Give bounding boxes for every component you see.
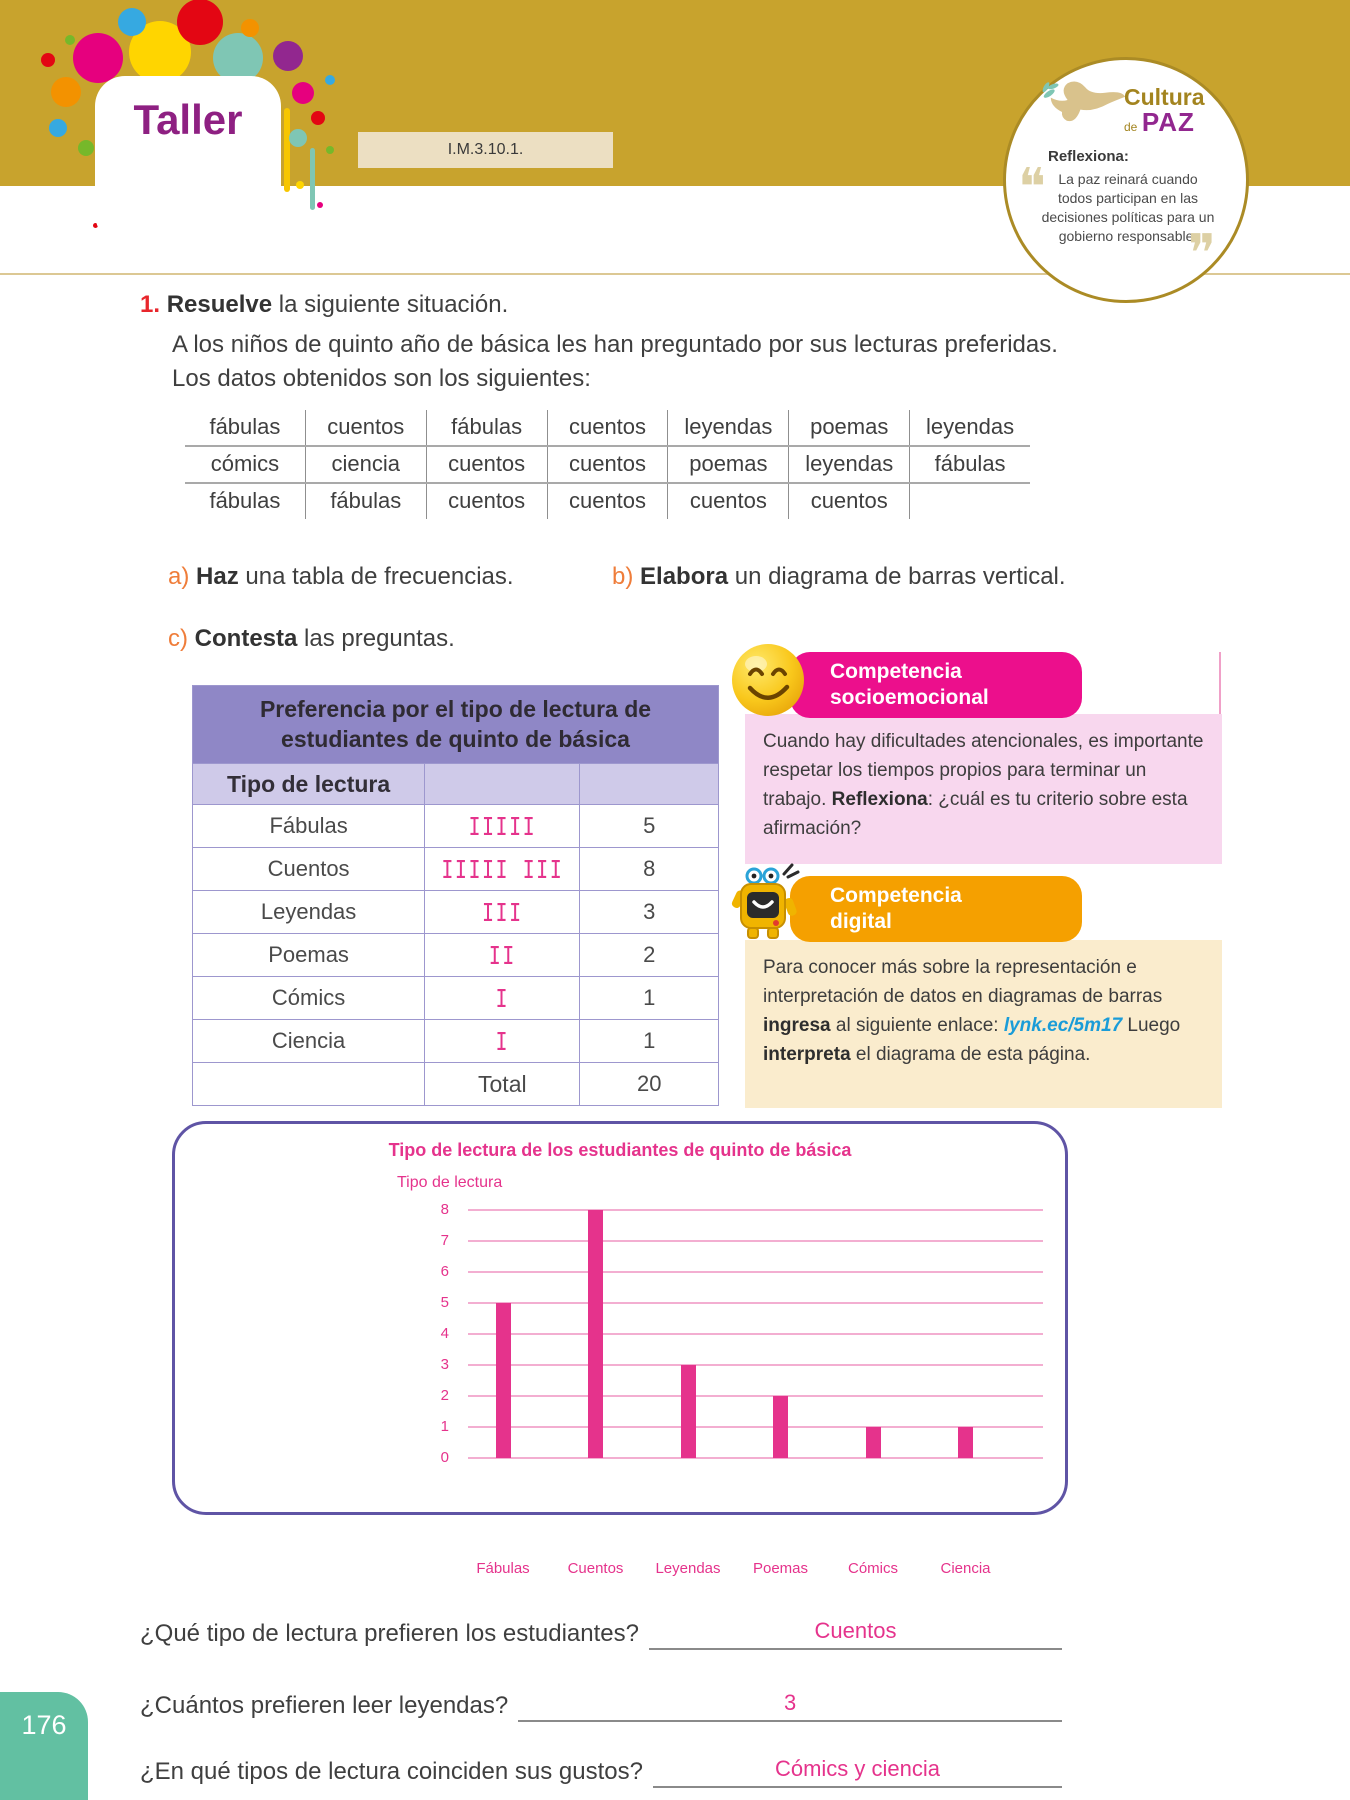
- frequency-count-cell: 1: [579, 1019, 718, 1062]
- lecture-type-cell: Cómics: [193, 976, 424, 1019]
- frequency-table-col2-header: [424, 763, 579, 804]
- paragraph-line-2: Los datos obtenidos son los siguientes:: [172, 365, 591, 392]
- total-value: 20: [579, 1062, 718, 1105]
- question-1-text: ¿Qué tipo de lectura prefieren los estudiantes?: [140, 1620, 639, 1647]
- survey-table-cell: ciencia: [306, 447, 427, 482]
- frequency-table-row: [193, 847, 718, 890]
- frequency-table-row: [193, 933, 718, 976]
- lecture-type-cell: Fábulas: [193, 804, 424, 847]
- socioemocional-side-rule: [1219, 652, 1221, 714]
- close-quote-icon: ❞: [1188, 224, 1216, 284]
- lecture-type-cell: Poemas: [193, 933, 424, 976]
- chart-bar-cómics: [866, 1427, 881, 1458]
- tally-cell: [424, 933, 579, 976]
- lecture-type-cell: Ciencia: [193, 1019, 424, 1062]
- question-1-answer-line[interactable]: Cuentos: [649, 1618, 1062, 1650]
- y-tick-label: 5: [440, 1294, 449, 1311]
- chart-bar-ciencia: [958, 1427, 973, 1458]
- y-tick-label: 1: [440, 1418, 449, 1435]
- question-3-text: ¿En qué tipos de lectura coinciden sus gustos?: [140, 1758, 643, 1785]
- frequency-count-cell: 8: [579, 847, 718, 890]
- question-2-text: ¿Cuántos prefieren leer leyendas?: [140, 1692, 509, 1719]
- survey-table-cell: poemas: [668, 447, 789, 482]
- dig-title-line1: Competencia: [830, 884, 962, 907]
- x-category-label: Leyendas: [655, 1560, 721, 1577]
- tally-cell: [424, 1019, 579, 1062]
- bold-keyword: interpreta: [763, 1044, 851, 1065]
- chart-gridline: [468, 1457, 1043, 1459]
- chart-x-category-labels: [468, 1560, 1043, 1584]
- survey-table-row: [185, 410, 1030, 445]
- frequency-table-header-row: [193, 763, 718, 804]
- cultura-de-paz-badge: [1003, 57, 1249, 303]
- page-number: 176: [21, 1710, 67, 1740]
- lecture-type-cell: Cuentos: [193, 847, 424, 890]
- chart-gridline: [468, 1364, 1043, 1366]
- survey-table-cell: fábulas: [185, 484, 306, 519]
- y-tick-label: 7: [440, 1232, 449, 1249]
- frequency-table-title: Preferencia por el tipo de lectura de estudiantes de quinto de básica: [193, 686, 718, 763]
- x-category-label: Cómics: [847, 1560, 898, 1577]
- y-tick-label: 3: [440, 1356, 449, 1373]
- item-a-letter: a): [168, 563, 190, 590]
- survey-table-cell: fábulas: [427, 410, 548, 445]
- soc-title-line2: socioemocional: [830, 686, 989, 709]
- question-3-answer-line[interactable]: Cómics y ciencia: [653, 1756, 1062, 1788]
- curriculum-code-badge: [358, 132, 613, 168]
- tally-marks: II: [488, 940, 516, 970]
- tally-cell: [424, 804, 579, 847]
- tally-cell: [424, 976, 579, 1019]
- frequency-table-row: [193, 890, 718, 933]
- frequency-count-cell: 2: [579, 933, 718, 976]
- body-text: Para conocer más sobre la representación e interpretación de datos en diagramas de barras: [763, 957, 1163, 1007]
- chart-gridline: [468, 1395, 1043, 1397]
- survey-table-cell: [910, 484, 1030, 519]
- survey-table-cell: cuentos: [427, 484, 548, 519]
- chart-gridline: [468, 1333, 1043, 1335]
- survey-table-cell: cuentos: [548, 410, 669, 445]
- chart-y-ticks: [415, 1201, 455, 1466]
- question-row-3: [140, 1756, 1062, 1788]
- item-a: [168, 560, 514, 594]
- badge-reflexiona-label: Reflexiona:: [1048, 148, 1129, 165]
- survey-table-cell: cuentos: [548, 447, 669, 482]
- y-tick-label: 0: [440, 1449, 449, 1466]
- survey-table-cell: fábulas: [185, 410, 306, 445]
- question-2-answer-line[interactable]: 3: [518, 1690, 1062, 1722]
- exercise-number: 1.: [140, 291, 161, 318]
- y-tick-label: 4: [440, 1325, 449, 1342]
- badge-brand-cultura: Cultura: [1124, 84, 1205, 110]
- y-tick-label: 8: [440, 1201, 449, 1218]
- bar-chart-panel: [172, 1121, 1068, 1577]
- exercise-rest: la siguiente situación.: [272, 291, 509, 318]
- frequency-table-body: [193, 804, 718, 1062]
- competencia-digital-header: [790, 876, 1082, 942]
- competencia-digital-body: [745, 940, 1222, 1108]
- item-b-letter: b): [612, 563, 634, 590]
- lecture-type-cell: Leyendas: [193, 890, 424, 933]
- tally-cell: [424, 890, 579, 933]
- frequency-count-cell: 3: [579, 890, 718, 933]
- chart-bar-poemas: [773, 1396, 788, 1458]
- tally-marks: IIIII III: [441, 854, 564, 884]
- x-category-label: Cuentos: [567, 1560, 624, 1577]
- body-text: : ¿cuál es tu criterio sobre esta afirmación?: [763, 789, 1188, 839]
- frequency-table-row: [193, 976, 718, 1019]
- item-c: [168, 622, 455, 656]
- y-tick-label: 2: [440, 1387, 449, 1404]
- survey-table-cell: poemas: [789, 410, 910, 445]
- x-category-label: Poemas: [752, 1560, 809, 1577]
- chart-gridline: [468, 1240, 1043, 1242]
- frequency-table: [192, 685, 719, 1106]
- item-a-verb: Haz: [196, 563, 239, 590]
- survey-table-cell: fábulas: [306, 484, 427, 519]
- competencia-socioemocional-header: [790, 652, 1082, 718]
- frequency-table-total-row: [193, 1062, 718, 1105]
- hyperlink[interactable]: lynk.ec/5m17: [1003, 1015, 1123, 1036]
- soc-title-line1: Competencia: [830, 660, 962, 683]
- survey-table-cell: leyendas: [926, 414, 1015, 439]
- competencia-socioemocional-body: [745, 714, 1222, 864]
- exercise-verb: Resuelve: [166, 291, 273, 318]
- tally-marks: I: [495, 983, 510, 1013]
- item-c-letter: c): [168, 625, 188, 652]
- tally-marks: III: [482, 897, 523, 927]
- frequency-count-cell: 5: [579, 804, 718, 847]
- chart-bar-fábulas: [496, 1303, 511, 1458]
- survey-table-cell: cómics: [185, 447, 306, 482]
- dig-title-line2: digital: [830, 910, 892, 933]
- frequency-table-col3-header: [579, 763, 718, 804]
- chart-gridline: [468, 1209, 1043, 1211]
- page-number-tab: [0, 1692, 88, 1800]
- y-tick-label: 6: [440, 1263, 449, 1280]
- chart-y-axis-label: Tipo de lectura: [397, 1174, 503, 1191]
- exercise-paragraph: [172, 328, 1172, 396]
- exercise-1-heading: [140, 288, 508, 322]
- body-text: Luego: [1122, 1015, 1181, 1036]
- item-b-verb: Elabora: [640, 563, 729, 590]
- bold-keyword: Reflexiona: [831, 789, 928, 810]
- body-text: al siguiente enlace:: [830, 1015, 1004, 1036]
- frequency-table-row: [193, 1019, 718, 1062]
- badge-quote-text: La paz reinará cuando todos participan en las decisiones políticas para un gobierno responsable.: [1041, 171, 1215, 244]
- item-c-rest: las preguntas.: [297, 625, 455, 652]
- badge-brand-paz: PAZ: [1141, 107, 1195, 137]
- survey-table-cell: cuentos: [548, 484, 669, 519]
- dove-icon: [1038, 76, 1134, 132]
- x-category-label: Fábulas: [476, 1560, 530, 1577]
- frequency-table-row: [193, 804, 718, 847]
- x-category-label: Ciencia: [940, 1560, 991, 1577]
- open-quote-icon: ❝: [1018, 158, 1046, 218]
- item-a-rest: una tabla de frecuencias.: [238, 563, 514, 590]
- robot-icon: [724, 860, 806, 944]
- item-b-rest: un diagrama de barras vertical.: [728, 563, 1066, 590]
- survey-table-cell: cuentos: [306, 410, 427, 445]
- chart-bar-leyendas: [681, 1365, 696, 1458]
- question-row-2: [140, 1690, 1062, 1722]
- chart-plot-area: [468, 1210, 1043, 1458]
- survey-table-cell: leyendas: [789, 447, 910, 482]
- paragraph-line-1: A los niños de quinto año de básica les han preguntado por sus lecturas preferidas.: [172, 331, 1058, 358]
- badge-brand-de: de: [1124, 120, 1138, 134]
- frequency-count-cell: 1: [579, 976, 718, 1019]
- question-row-1: [140, 1618, 1062, 1650]
- item-b: [612, 560, 1066, 594]
- bold-keyword: ingresa: [763, 1015, 831, 1036]
- survey-table-cell: fábulas: [934, 451, 1006, 476]
- survey-table-row: [185, 482, 1030, 519]
- survey-table-cell: leyendas: [668, 410, 789, 445]
- tally-marks: IIIII: [468, 811, 537, 841]
- frequency-table-col1-header: Tipo de lectura: [193, 763, 424, 804]
- chart-gridline: [468, 1302, 1043, 1304]
- badge-brand: [1124, 86, 1205, 135]
- curriculum-code: I.M.3.10.1.: [447, 141, 524, 158]
- chart-gridline: [468, 1271, 1043, 1273]
- page-title: Taller: [133, 96, 243, 143]
- survey-table-row: [185, 445, 1030, 482]
- survey-table-cell: cuentos: [427, 447, 548, 482]
- item-c-verb: Contesta: [194, 625, 298, 652]
- tally-marks: I: [495, 1026, 510, 1056]
- survey-data-table: [185, 410, 1030, 519]
- chart-bar-cuentos: [588, 1210, 603, 1458]
- chart-title: Tipo de lectura de los estudiantes de quinto de básica: [388, 1140, 852, 1160]
- smiley-face-icon: [730, 642, 806, 718]
- total-label: Total: [424, 1062, 579, 1105]
- survey-table-cell: cuentos: [668, 484, 789, 519]
- tally-cell: [424, 847, 579, 890]
- chart-gridline: [468, 1426, 1043, 1428]
- body-text: el diagrama de esta página.: [850, 1044, 1091, 1065]
- survey-table-cell: cuentos: [789, 484, 910, 519]
- body-text: Cuando hay dificultades atencionales, es importante respetar los tiempos propios para terminar un trabajo.: [763, 731, 1204, 810]
